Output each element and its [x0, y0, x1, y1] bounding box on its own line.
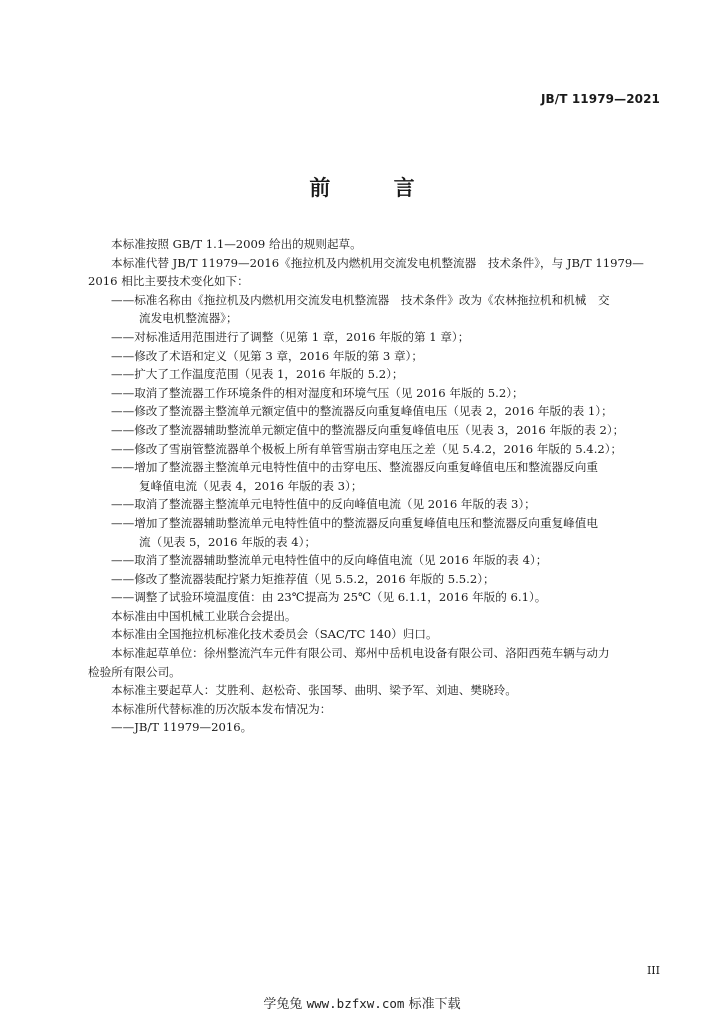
paragraph-line: 本标准主要起草人：艾胜利、赵松奇、张国琴、曲明、梁予军、刘迪、樊晓玲。: [111, 683, 517, 698]
change-item-line: ——取消了整流器主整流单元电特性值中的反向峰值电流（见 2016 年版的表 3）；: [111, 497, 536, 512]
change-item-line: ——修改了整流器装配拧紧力矩推荐值（见 5.5.2，2016 年版的 5.5.2）；: [111, 571, 495, 586]
change-item-line: ——JB/T 11979—2016。: [111, 720, 253, 735]
change-item-line: 流（见表 5，2016 年版的表 4）；: [139, 534, 317, 549]
foreword-body: [88, 235, 662, 737]
paragraph-line: 本标准代替 JB/T 11979—2016《拖拉机及内燃机用交流发电机整流器 技术条件》，与 JB/T 11979—: [111, 255, 644, 270]
paragraph-line: 本标准由全国拖拉机标准化技术委员会（SAC/TC 140）归口。: [111, 627, 438, 642]
change-item-line: ——修改了整流器辅助整流单元额定值中的整流器反向重复峰值电压（见表 3，2016 年版的表 2）；: [111, 422, 625, 437]
paragraph-line: 本标准由中国机械工业联合会提出。: [111, 608, 297, 623]
change-item-line: ——标准名称由《拖拉机及内燃机用交流发电机整流器 技术条件》改为《农林拖拉机和机械 交: [111, 292, 610, 307]
change-item-line: ——取消了整流器辅助整流单元电特性值中的反向峰值电流（见 2016 年版的表 4）；: [111, 553, 548, 568]
change-item-line: 复峰值电流（见表 4，2016 年版的表 3）；: [139, 478, 363, 493]
watermark-site-link[interactable]: www.bzfxw.com: [306, 996, 405, 1011]
change-item-line: ——扩大了工作温度范围（见表 1，2016 年版的 5.2）；: [111, 367, 404, 382]
document-code: JB/T 11979—2021: [540, 92, 660, 106]
change-item-line: ——对标准适用范围进行了调整（见第 1 章，2016 年版的第 1 章）；: [111, 329, 470, 344]
paragraph-line: 2016 相比主要技术变化如下：: [88, 274, 249, 289]
watermark: [0, 993, 724, 1012]
paragraph-line: 检验所有限公司。: [88, 664, 181, 679]
paragraph-line: 本标准所代替标准的历次版本发布情况为：: [111, 701, 332, 716]
change-item-line: ——修改了整流器主整流单元额定值中的整流器反向重复峰值电压（见表 2，2016 年版的表 1）；: [111, 404, 613, 419]
change-item-line: ——取消了整流器工作环境条件的相对湿度和环境气压（见 2016 年版的 5.2）；: [111, 385, 524, 400]
page-title: 前 言: [309, 176, 443, 200]
change-item-line: ——修改了术语和定义（见第 3 章，2016 年版的第 3 章）；: [111, 348, 423, 363]
watermark-brand: 学兔兔: [263, 997, 303, 1012]
watermark-label: 标准下载: [408, 997, 461, 1012]
paragraph-line: 本标准按照 GB/T 1.1—2009 给出的规则起草。: [111, 237, 362, 251]
change-item-line: ——调整了试验环境温度值：由 23℃提高为 25℃（见 6.1.1，2016 年版的 6.1）。: [111, 590, 547, 605]
change-item-line: ——修改了雪崩管整流器单个极板上所有单管雪崩击穿电压之差（见 5.4.2，2016 年版的 5.4.2）；: [111, 441, 623, 456]
change-item-line: ——增加了整流器主整流单元电特性值中的击穿电压、整流器反向重复峰值电压和整流器反向重: [111, 460, 598, 475]
change-item-line: ——增加了整流器辅助整流单元电特性值中的整流器反向重复峰值电压和整流器反向重复峰值电: [111, 515, 598, 530]
paragraph-line: 本标准起草单位：徐州整流汽车元件有限公司、郑州中岳机电设备有限公司、洛阳西苑车辆与动力: [111, 646, 610, 661]
page-number: III: [646, 964, 660, 977]
change-item-line: 流发电机整流器》；: [139, 311, 238, 326]
